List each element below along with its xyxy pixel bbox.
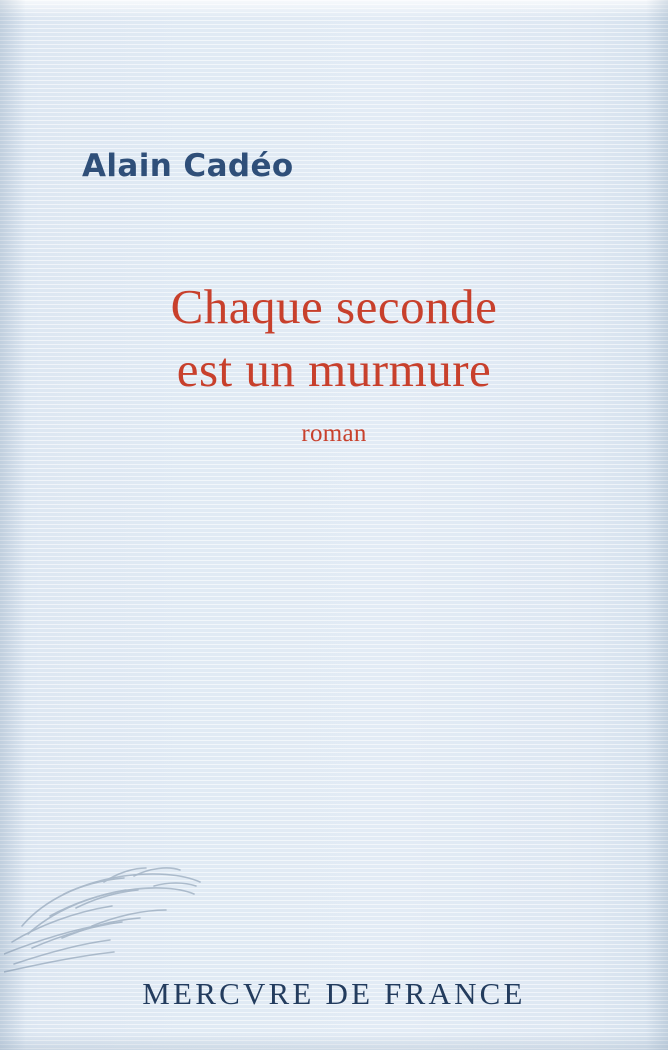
page-edge-left-shading bbox=[0, 0, 26, 1050]
publisher-name: MERCVRE DE FRANCE bbox=[142, 976, 526, 1011]
book-title bbox=[0, 275, 668, 401]
title-line-2: est un murmure bbox=[176, 342, 492, 397]
author-name: Alain Cadéo bbox=[82, 148, 294, 184]
page-edge-top-shading bbox=[0, 0, 668, 18]
page-edge-bottom-shading bbox=[0, 1034, 668, 1050]
page-edge-right-shading bbox=[646, 0, 668, 1050]
genre-label: roman bbox=[301, 420, 367, 447]
title-line-1: Chaque seconde bbox=[170, 279, 498, 334]
winged-helmet-logo-icon bbox=[4, 830, 304, 980]
